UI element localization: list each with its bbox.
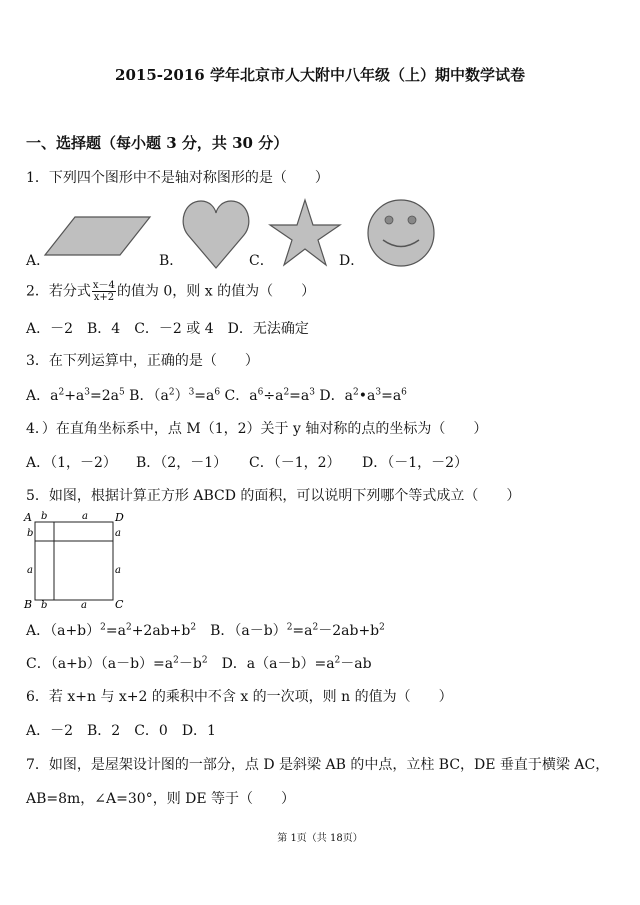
heart-icon [183, 201, 249, 268]
question-4-option-c: C．（－1，2） [249, 455, 341, 471]
corner-d-label: D [115, 511, 124, 524]
question-2-stem [26, 280, 315, 303]
question-4-option-d: D．（－1，－2） [362, 455, 469, 471]
corner-c-label: C [115, 598, 124, 611]
top-label-a: a [82, 511, 88, 522]
question-7-line-1: 7．如图，是屋架设计图的一部分，点 D 是斜梁 AB 的中点，立柱 BC，DE 垂直于横梁 AC， [26, 757, 610, 773]
question-2-options: A．－2 B．4 C．－2 或 4 D．无法确定 [26, 321, 309, 337]
page-title: 2015-2016 学年北京市人大附中八年级（上）期中数学试卷 [115, 66, 525, 84]
bottom-label-b: b [41, 600, 48, 611]
question-7-line-2: AB=8m，∠A=30°，则 DE 等于（ ） [26, 791, 296, 807]
option-d-label: D． [339, 253, 365, 269]
square-abcd-figure [18, 507, 138, 613]
top-label-b: b [41, 511, 48, 522]
star-icon [270, 200, 340, 265]
fraction-numerator: x－4 [92, 280, 115, 291]
question-5-options-ab: A．$(a+b)^2=a^2+2ab+b^2$ B．$(a-b)^2=a^2-2ab+b^2$ [26, 622, 385, 639]
parallelogram-icon [45, 217, 150, 255]
question-6-options: A．－2 B．2 C．0 D．1 [26, 723, 216, 739]
option-c-label: C． [249, 253, 274, 269]
question-4-stem: 4．）在直角坐标系中，点 M（1，2）关于 y 轴对称的点的坐标为（ ） [26, 421, 488, 437]
smiley-face-icon [368, 200, 434, 266]
left-label-a: a [27, 565, 33, 576]
option-b-label: B． [159, 253, 184, 269]
corner-b-label: B [24, 598, 33, 611]
corner-a-label: A [24, 511, 32, 524]
question-5-options-cd: C．$(a+b)(a-b)=a^2-b^2$ D．$a(a-b)=a^2-ab$ [26, 655, 372, 672]
question-4-option-b: B．（2，－1） [136, 455, 228, 471]
question-2-post: 的值为 0，则 x 的值为（ ） [116, 283, 316, 300]
question-1-stem: 1．下列四个图形中不是轴对称图形的是（ ） [26, 170, 329, 186]
left-label-b: b [27, 528, 34, 539]
question-2-pre: 2．若分式 [26, 283, 91, 300]
right-label-a-2: a [115, 565, 121, 576]
question-6-stem: 6．若 x+n 与 x+2 的乘积中不含 x 的一次项，则 n 的值为（ ） [26, 689, 453, 705]
fraction-denominator: x+2 [93, 292, 115, 303]
option-a-label: A． [26, 253, 51, 269]
question-1-figures [0, 195, 640, 275]
section-heading: 一、选择题（每小题 3 分，共 30 分） [26, 134, 289, 152]
page-footer: 第 1页（共 18页） [277, 833, 363, 844]
right-label-a: a [115, 528, 121, 539]
question-3-stem: 3．在下列运算中，正确的是（ ） [26, 353, 259, 369]
question-3-options: A．$a^2+a^3=2a^5$ B．$(a^2)^3=a^6$ C．$a^6\div a^2=a^3$ D．$a^2•a^3=a^6$ [26, 387, 407, 404]
question-5-stem: 5．如图，根据计算正方形 ABCD 的面积，可以说明下列哪个等式成立（ ） [26, 488, 521, 504]
bottom-label-a: a [81, 600, 87, 611]
fraction [92, 280, 116, 303]
question-4-option-a: A．（1，－2） [26, 455, 117, 471]
